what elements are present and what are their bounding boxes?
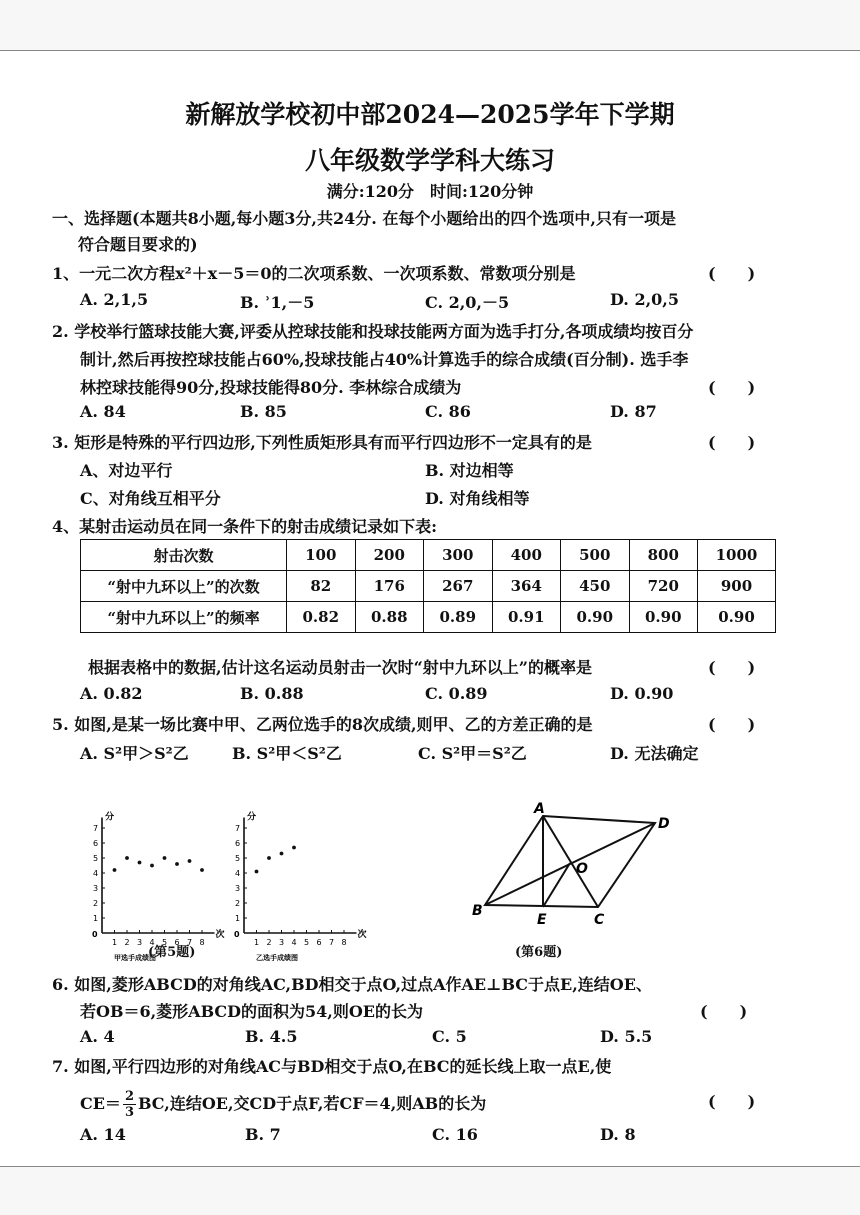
table-cell: 900 bbox=[698, 571, 776, 602]
score-point bbox=[267, 856, 271, 860]
y-tick-label: 7 bbox=[235, 824, 241, 833]
chart-jia bbox=[92, 811, 225, 963]
table-cell: 176 bbox=[355, 571, 424, 602]
q7-fraction bbox=[123, 1089, 136, 1120]
q6-rhombus-figure bbox=[470, 801, 700, 941]
table-cell: 0.91 bbox=[492, 602, 561, 633]
x-tick-label: 1 bbox=[112, 938, 118, 947]
x-axis-label: 次 bbox=[357, 930, 367, 940]
point-o-label: O bbox=[576, 861, 588, 877]
q5-option-d[interactable]: D. 无法确定 bbox=[610, 744, 699, 763]
score-point bbox=[113, 868, 117, 872]
table-cell: 0.90 bbox=[698, 602, 776, 633]
x-tick-label: 5 bbox=[162, 938, 168, 947]
table-row-header: “射中九环以上”的次数 bbox=[81, 571, 287, 602]
q4-option-c[interactable]: C. 0.89 bbox=[425, 684, 488, 703]
y-tick-label: 2 bbox=[93, 899, 99, 908]
q6-option-a[interactable]: A. 4 bbox=[80, 1027, 115, 1046]
y-tick-label: 3 bbox=[93, 884, 99, 893]
x-tick-label: 7 bbox=[329, 938, 335, 947]
exam-meta: 满分:120分 时间:120分钟 bbox=[326, 182, 534, 201]
q4-question: 根据表格中的数据,估计这名运动员射击一次时“射中九环以上”的概率是 bbox=[88, 658, 592, 677]
q1-option-c[interactable]: C. 2,0,－5 bbox=[425, 293, 510, 312]
table-cell: 300 bbox=[424, 540, 493, 571]
q7-fraction-numerator: 2 bbox=[124, 1089, 134, 1104]
table-row bbox=[81, 540, 776, 571]
q2-option-a[interactable]: A. 84 bbox=[80, 402, 126, 421]
table-cell: 800 bbox=[629, 540, 698, 571]
y-tick-label: 1 bbox=[235, 914, 241, 923]
point-c-label: C bbox=[594, 912, 605, 928]
point-a-label: A bbox=[534, 801, 545, 817]
q7-stem-line1: 7. 如图,平行四边形的对角线AC与BD相交于点O,在BC的延长线上取一点E,使 bbox=[52, 1057, 612, 1076]
q5-option-c[interactable]: C. S²甲＝S²乙 bbox=[418, 744, 527, 763]
q5-option-a[interactable]: A. S²甲＞S²乙 bbox=[80, 744, 189, 763]
q6-figure-caption: (第6题) bbox=[515, 945, 563, 960]
table-cell: 0.82 bbox=[287, 602, 356, 633]
q4-option-a[interactable]: A. 0.82 bbox=[80, 684, 143, 703]
q6-stem-line1: 6. 如图,菱形ABCD的对角线AC,BD相交于点O,过点A作AE⊥BC于点E,连结OE、 bbox=[52, 975, 652, 994]
x-tick-label: 2 bbox=[124, 938, 130, 947]
q2-option-c[interactable]: C. 86 bbox=[425, 402, 471, 421]
score-point bbox=[280, 852, 284, 856]
y-tick-label: 1 bbox=[93, 914, 99, 923]
chart-yi-caption: 乙选手成绩图 bbox=[256, 954, 298, 962]
q5-figure-caption: (第5题) bbox=[148, 945, 196, 960]
q3-option-c[interactable]: C、对角线互相平分 bbox=[80, 489, 221, 508]
y-tick-label: 2 bbox=[235, 899, 241, 908]
q7-option-a[interactable]: A. 14 bbox=[80, 1125, 126, 1144]
score-point bbox=[255, 870, 259, 874]
q7-fraction-denominator: 3 bbox=[124, 1105, 134, 1120]
q1-answer-bracket[interactable]: ( ) bbox=[708, 264, 756, 283]
table-cell: 0.88 bbox=[355, 602, 424, 633]
q3-option-d[interactable]: D. 对角线相等 bbox=[425, 489, 530, 508]
q2-stem-line2: 制计,然后再按控球技能占60%,投球技能占40%计算选手的综合成绩(百分制). 选手李 bbox=[80, 350, 689, 369]
q4-stem: 4、某射击运动员在同一条件下的射击成绩记录如下表: bbox=[52, 517, 438, 536]
table-cell: 720 bbox=[629, 571, 698, 602]
table-cell: 450 bbox=[561, 571, 630, 602]
exam-subtitle: 八年级数学学科大练习 bbox=[304, 146, 555, 175]
q5-stem: 5. 如图,是某一场比赛中甲、乙两位选手的8次成绩,则甲、乙的方差正确的是 bbox=[52, 715, 593, 734]
x-tick-label: 8 bbox=[341, 938, 347, 947]
x-tick-label: 3 bbox=[137, 938, 143, 947]
q1-option-d[interactable]: D. 2,0,5 bbox=[610, 290, 679, 309]
q4-score-table bbox=[80, 539, 776, 633]
x-tick-label: 6 bbox=[174, 938, 180, 947]
table-cell: 400 bbox=[492, 540, 561, 571]
table-cell: 82 bbox=[287, 571, 356, 602]
x-tick-label: 2 bbox=[266, 938, 272, 947]
score-point bbox=[125, 856, 129, 860]
q6-option-d[interactable]: D. 5.5 bbox=[600, 1027, 653, 1046]
table-row-header: “射中九环以上”的频率 bbox=[81, 602, 287, 633]
x-axis-label: 次 bbox=[215, 930, 225, 940]
origin-label: 0 bbox=[92, 930, 98, 939]
table-cell: 0.90 bbox=[629, 602, 698, 633]
q7-option-c[interactable]: C. 16 bbox=[432, 1125, 478, 1144]
q2-answer-bracket[interactable]: ( ) bbox=[708, 378, 756, 397]
q3-answer-bracket[interactable]: ( ) bbox=[708, 433, 756, 452]
y-tick-label: 6 bbox=[93, 839, 99, 848]
exam-title: 新解放学校初中部2024—2025学年下学期 bbox=[185, 100, 675, 129]
origin-label: 0 bbox=[234, 930, 240, 939]
score-point bbox=[175, 862, 179, 866]
q6-option-b[interactable]: B. 4.5 bbox=[245, 1027, 298, 1046]
table-cell: 0.89 bbox=[424, 602, 493, 633]
y-tick-label: 4 bbox=[235, 869, 241, 878]
q4-option-b[interactable]: B. 0.88 bbox=[240, 684, 304, 703]
q2-option-b[interactable]: B. 85 bbox=[240, 402, 287, 421]
score-point bbox=[292, 846, 296, 850]
score-point bbox=[138, 861, 142, 865]
point-b-label: B bbox=[472, 903, 483, 919]
y-tick-label: 3 bbox=[235, 884, 241, 893]
table-cell: 500 bbox=[561, 540, 630, 571]
q7-option-b[interactable]: B. 7 bbox=[245, 1125, 281, 1144]
y-axis-label: 分 bbox=[247, 812, 257, 823]
x-tick-label: 6 bbox=[316, 938, 322, 947]
score-point bbox=[150, 864, 154, 868]
table-cell: 267 bbox=[424, 571, 493, 602]
y-tick-label: 4 bbox=[93, 869, 99, 878]
point-d-label: D bbox=[658, 816, 670, 832]
q5-option-b[interactable]: B. S²甲＜S²乙 bbox=[232, 744, 342, 763]
x-tick-label: 5 bbox=[304, 938, 310, 947]
y-tick-label: 5 bbox=[235, 854, 241, 863]
table-cell: 1000 bbox=[698, 540, 776, 571]
y-tick-label: 6 bbox=[235, 839, 241, 848]
score-point bbox=[200, 868, 204, 872]
score-point bbox=[163, 856, 167, 860]
q4-option-d[interactable]: D. 0.90 bbox=[610, 684, 674, 703]
q7-stem-line2 bbox=[80, 1089, 486, 1120]
q3-stem: 3. 矩形是特殊的平行四边形,下列性质矩形具有而平行四边形不一定具有的是 bbox=[52, 433, 592, 452]
chart-jia-caption: 甲选手成绩图 bbox=[114, 954, 156, 962]
q4-answer-bracket[interactable]: ( ) bbox=[708, 658, 756, 677]
x-tick-label: 3 bbox=[279, 938, 285, 947]
q6-answer-bracket[interactable]: ( ) bbox=[700, 1002, 748, 1021]
x-tick-label: 7 bbox=[187, 938, 193, 947]
table-cell: 364 bbox=[492, 571, 561, 602]
q7-answer-bracket[interactable]: ( ) bbox=[708, 1092, 756, 1111]
q1-option-b[interactable]: B. ʾ1,－5 bbox=[240, 293, 315, 312]
x-tick-label: 4 bbox=[149, 938, 155, 947]
q7-option-d[interactable]: D. 8 bbox=[600, 1125, 636, 1144]
q2-stem-line1: 2. 学校举行篮球技能大赛,评委从控球技能和投球技能两方面为选手打分,各项成绩均按百分 bbox=[52, 322, 694, 341]
x-tick-label: 1 bbox=[254, 938, 260, 947]
q6-option-c[interactable]: C. 5 bbox=[432, 1027, 467, 1046]
y-tick-label: 5 bbox=[93, 854, 99, 863]
x-tick-label: 8 bbox=[199, 938, 205, 947]
chart-yi bbox=[234, 811, 367, 963]
table-row bbox=[81, 602, 776, 633]
q7-stem-line2-rest: BC,连结OE,交CD于点F,若CF＝4,则AB的长为 bbox=[137, 1094, 487, 1113]
exam-page bbox=[0, 50, 860, 1167]
q6-stem-line2: 若OB＝6,菱形ABCD的面积为54,则OE的长为 bbox=[80, 1002, 423, 1021]
q1-option-a[interactable]: A. 2,1,5 bbox=[80, 290, 149, 309]
table-row bbox=[81, 571, 776, 602]
point-e-label: E bbox=[537, 912, 547, 928]
section1-intro-line2: 符合题目要求的) bbox=[78, 235, 198, 254]
table-row-header: 射击次数 bbox=[81, 540, 287, 571]
table-cell: 100 bbox=[287, 540, 356, 571]
q1-stem: 1、一元二次方程x²＋x－5＝0的二次项系数、一次项系数、常数项分别是 bbox=[52, 264, 576, 283]
table-cell: 0.90 bbox=[561, 602, 630, 633]
q2-option-d[interactable]: D. 87 bbox=[610, 402, 657, 421]
score-point bbox=[188, 859, 192, 863]
table-cell: 200 bbox=[355, 540, 424, 571]
q3-option-b[interactable]: B. 对边相等 bbox=[425, 461, 514, 480]
q2-stem-line3: 林控球技能得90分,投球技能得80分. 李林综合成绩为 bbox=[80, 378, 462, 397]
y-axis-label: 分 bbox=[105, 812, 115, 823]
q3-option-a[interactable]: A、对边平行 bbox=[80, 461, 173, 480]
y-tick-label: 7 bbox=[93, 824, 99, 833]
section1-intro-line1: 一、选择题(本题共8小题,每小题3分,共24分. 在每个小题给出的四个选项中,只有一项是 bbox=[52, 209, 676, 228]
q5-answer-bracket[interactable]: ( ) bbox=[708, 715, 756, 734]
x-tick-label: 4 bbox=[291, 938, 297, 947]
q7-ce-prefix: CE＝ bbox=[80, 1094, 121, 1113]
